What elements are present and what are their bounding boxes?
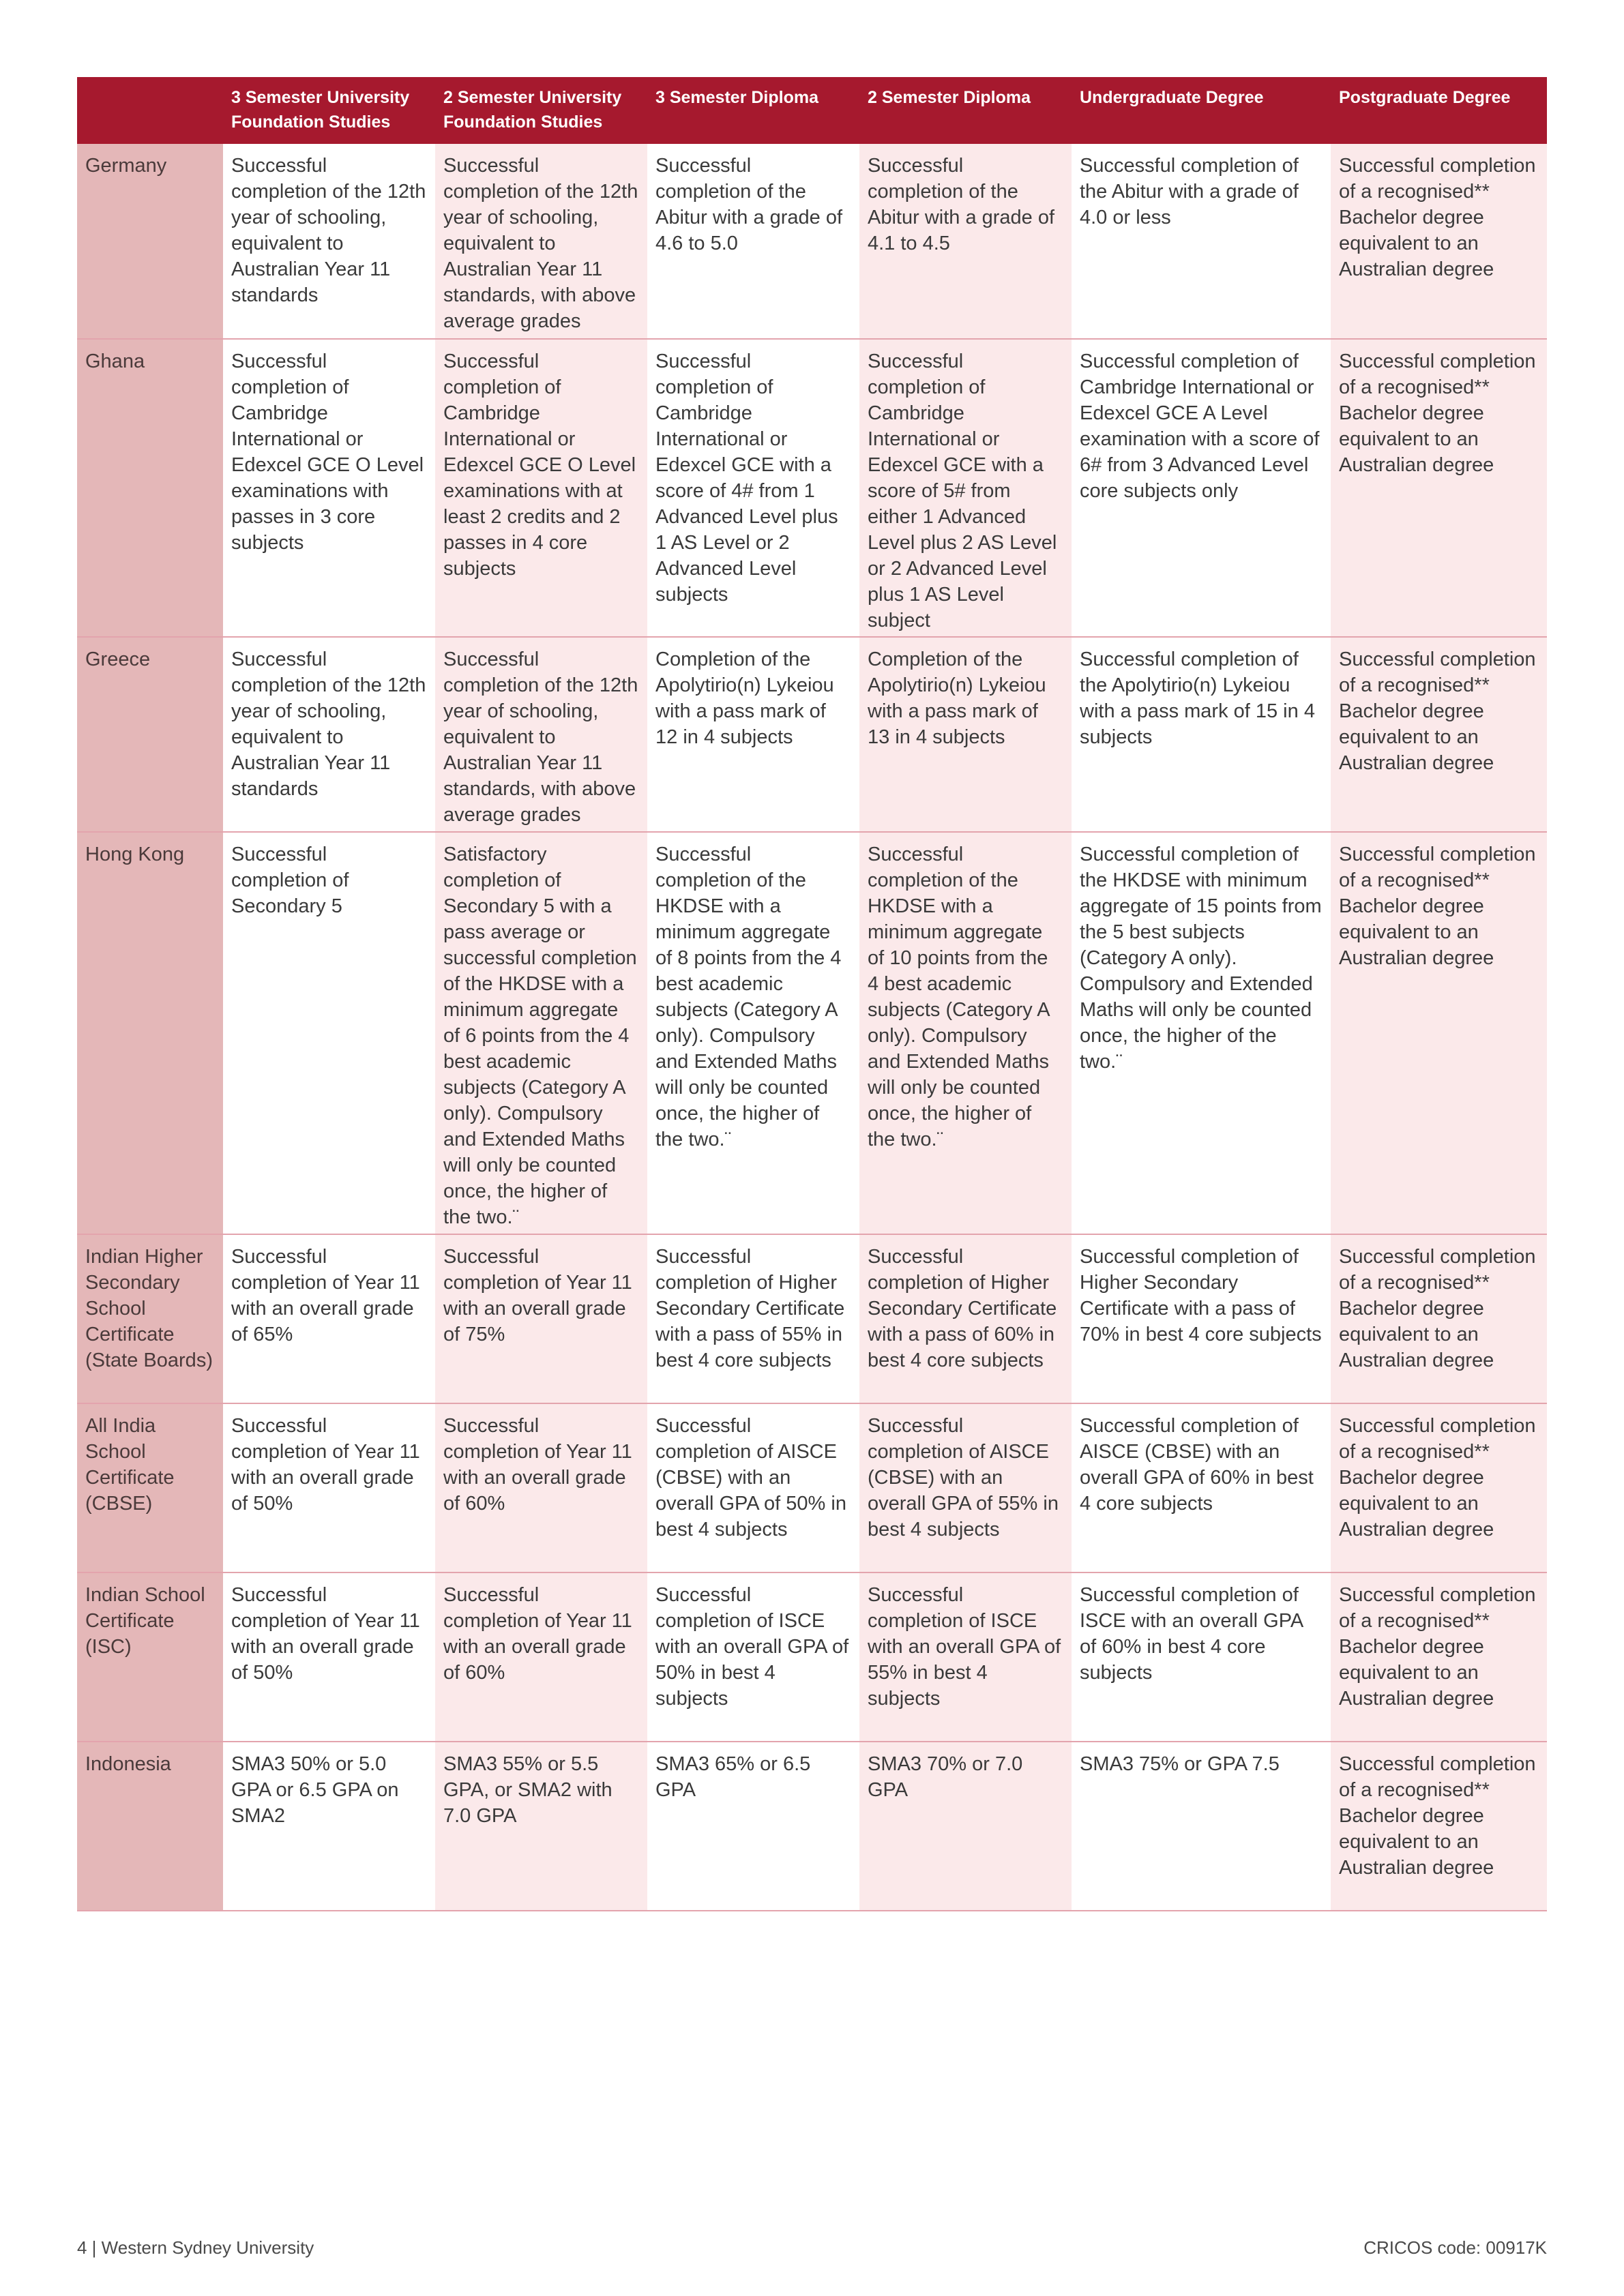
requirement-cell: Successful completion of Year 11 with an overall grade of 50% bbox=[223, 1403, 435, 1572]
header-undergraduate-degree: Undergraduate Degree bbox=[1072, 77, 1331, 144]
table-row bbox=[77, 1572, 1547, 1742]
footer-page-info: 4 | Western Sydney University bbox=[77, 2237, 314, 2258]
requirement-cell: Successful completion of AISCE (CBSE) with an overall GPA of 50% in best 4 subjects bbox=[647, 1403, 859, 1572]
requirement-cell: SMA3 65% or 6.5 GPA bbox=[647, 1742, 859, 1911]
country-cell: All India School Certificate (CBSE) bbox=[77, 1403, 223, 1572]
table-row bbox=[77, 1742, 1547, 1911]
table-header-row bbox=[77, 77, 1547, 144]
requirement-cell: Successful completion of Cambridge International or Edexcel GCE with a score of 5# from either 1 Advanced Level plus 2 AS Level or 2 Advanced Level plus 1 AS Level subject bbox=[859, 339, 1072, 637]
requirement-cell: Successful completion of the Abitur with a grade of 4.6 to 5.0 bbox=[647, 144, 859, 339]
requirement-cell: SMA3 70% or 7.0 GPA bbox=[859, 1742, 1072, 1911]
requirement-cell: Successful completion of Cambridge International or Edexcel GCE A Level examination with a score of 6# from 3 Advanced Level core subjects only bbox=[1072, 339, 1331, 637]
footer-cricos-code: CRICOS code: 00917K bbox=[1363, 2237, 1547, 2258]
requirement-cell: Successful completion of a recognised** Bachelor degree equivalent to an Australian degree bbox=[1331, 637, 1547, 832]
table-row bbox=[77, 637, 1547, 832]
country-cell: Ghana bbox=[77, 339, 223, 637]
requirement-cell: Successful completion of the HKDSE with minimum aggregate of 15 points from the 5 best subjects (Category A only). Compulsory and Extended Maths will only be counted once, the higher of the two.¨ bbox=[1072, 832, 1331, 1234]
requirement-cell: Successful completion of the Apolytirio(n) Lykeiou with a pass mark of 15 in 4 subjects bbox=[1072, 637, 1331, 832]
requirement-cell: Successful completion of the Abitur with a grade of 4.1 to 4.5 bbox=[859, 144, 1072, 339]
requirement-cell: Successful completion of Higher Secondary Certificate with a pass of 60% in best 4 core subjects bbox=[859, 1234, 1072, 1403]
requirement-cell: Successful completion of the 12th year of schooling, equivalent to Australian Year 11 standards, with above average grades bbox=[435, 637, 647, 832]
table-row bbox=[77, 1234, 1547, 1403]
requirement-cell: Successful completion of AISCE (CBSE) with an overall GPA of 60% in best 4 core subjects bbox=[1072, 1403, 1331, 1572]
header-3-semester-diploma: 3 Semester Diploma bbox=[647, 77, 859, 144]
requirement-cell: Successful completion of Secondary 5 bbox=[223, 832, 435, 1234]
table-row bbox=[77, 339, 1547, 637]
requirement-cell: Successful completion of the 12th year of schooling, equivalent to Australian Year 11 standards bbox=[223, 144, 435, 339]
country-cell: Indian Higher Secondary School Certificate (State Boards) bbox=[77, 1234, 223, 1403]
country-cell: Hong Kong bbox=[77, 832, 223, 1234]
table-row bbox=[77, 1403, 1547, 1572]
requirement-cell: Successful completion of Year 11 with an overall grade of 60% bbox=[435, 1403, 647, 1572]
entry-requirements-table bbox=[77, 77, 1547, 1911]
requirement-cell: Completion of the Apolytirio(n) Lykeiou with a pass mark of 13 in 4 subjects bbox=[859, 637, 1072, 832]
requirement-cell: Successful completion of the HKDSE with a minimum aggregate of 10 points from the 4 best academic subjects (Category A only). Compulsory and Extended Maths will only be counted once, the higher of the two.¨ bbox=[859, 832, 1072, 1234]
requirement-cell: Successful completion of the HKDSE with a minimum aggregate of 8 points from the 4 best academic subjects (Category A only). Compulsory and Extended Maths will only be counted once, the higher of the two.¨ bbox=[647, 832, 859, 1234]
requirement-cell: Successful completion of Higher Secondary Certificate with a pass of 55% in best 4 core subjects bbox=[647, 1234, 859, 1403]
country-cell: Germany bbox=[77, 144, 223, 339]
requirement-cell: Successful completion of Higher Secondary Certificate with a pass of 70% in best 4 core subjects bbox=[1072, 1234, 1331, 1403]
requirement-cell: Successful completion of Year 11 with an overall grade of 60% bbox=[435, 1572, 647, 1742]
requirement-cell: Successful completion of Year 11 with an overall grade of 65% bbox=[223, 1234, 435, 1403]
requirement-cell: Successful completion of a recognised** Bachelor degree equivalent to an Australian degree bbox=[1331, 832, 1547, 1234]
requirement-cell: Successful completion of a recognised** Bachelor degree equivalent to an Australian degree bbox=[1331, 1403, 1547, 1572]
requirement-cell: Successful completion of ISCE with an overall GPA of 55% in best 4 subjects bbox=[859, 1572, 1072, 1742]
table-row bbox=[77, 832, 1547, 1234]
requirement-cell: Successful completion of ISCE with an overall GPA of 50% in best 4 subjects bbox=[647, 1572, 859, 1742]
requirement-cell: Successful completion of a recognised** Bachelor degree equivalent to an Australian degree bbox=[1331, 1742, 1547, 1911]
requirement-cell: Successful completion of Cambridge International or Edexcel GCE O Level examinations with at least 2 credits and 2 passes in 4 core subjects bbox=[435, 339, 647, 637]
requirement-cell: Successful completion of the 12th year of schooling, equivalent to Australian Year 11 standards, with above average grades bbox=[435, 144, 647, 339]
table-body bbox=[77, 144, 1547, 1911]
table-row bbox=[77, 144, 1547, 339]
requirement-cell: SMA3 75% or GPA 7.5 bbox=[1072, 1742, 1331, 1911]
requirement-cell: Successful completion of ISCE with an overall GPA of 60% in best 4 core subjects bbox=[1072, 1572, 1331, 1742]
country-cell: Greece bbox=[77, 637, 223, 832]
requirement-cell: Successful completion of a recognised** Bachelor degree equivalent to an Australian degree bbox=[1331, 1234, 1547, 1403]
requirement-cell: Successful completion of Year 11 with an overall grade of 50% bbox=[223, 1572, 435, 1742]
header-2-semester-foundation: 2 Semester University Foundation Studies bbox=[435, 77, 647, 144]
requirement-cell: SMA3 50% or 5.0 GPA or 6.5 GPA on SMA2 bbox=[223, 1742, 435, 1911]
requirement-cell: Successful completion of a recognised** Bachelor degree equivalent to an Australian degree bbox=[1331, 339, 1547, 637]
requirement-cell: Satisfactory completion of Secondary 5 with a pass average or successful completion of the HKDSE with a minimum aggregate of 6 points from the 4 best academic subjects (Category A only). Compulsory and Extended Maths will only be counted once, the higher of the two.¨ bbox=[435, 832, 647, 1234]
country-cell: Indian School Certificate (ISC) bbox=[77, 1572, 223, 1742]
requirement-cell: Successful completion of Year 11 with an overall grade of 75% bbox=[435, 1234, 647, 1403]
requirement-cell: Successful completion of Cambridge International or Edexcel GCE O Level examinations with passes in 3 core subjects bbox=[223, 339, 435, 637]
requirement-cell: SMA3 55% or 5.5 GPA, or SMA2 with 7.0 GPA bbox=[435, 1742, 647, 1911]
requirement-cell: Successful completion of a recognised** Bachelor degree equivalent to an Australian degree bbox=[1331, 144, 1547, 339]
country-cell: Indonesia bbox=[77, 1742, 223, 1911]
requirement-cell: Successful completion of the Abitur with a grade of 4.0 or less bbox=[1072, 144, 1331, 339]
header-postgraduate-degree: Postgraduate Degree bbox=[1331, 77, 1547, 144]
header-2-semester-diploma: 2 Semester Diploma bbox=[859, 77, 1072, 144]
requirement-cell: Successful completion of the 12th year of schooling, equivalent to Australian Year 11 standards bbox=[223, 637, 435, 832]
requirement-cell: Successful completion of a recognised** Bachelor degree equivalent to an Australian degree bbox=[1331, 1572, 1547, 1742]
header-3-semester-foundation: 3 Semester University Foundation Studies bbox=[223, 77, 435, 144]
requirement-cell: Successful completion of Cambridge International or Edexcel GCE with a score of 4# from 1 Advanced Level plus 1 AS Level or 2 Advanced Level subjects bbox=[647, 339, 859, 637]
requirement-cell: Completion of the Apolytirio(n) Lykeiou with a pass mark of 12 in 4 subjects bbox=[647, 637, 859, 832]
requirement-cell: Successful completion of AISCE (CBSE) with an overall GPA of 55% in best 4 subjects bbox=[859, 1403, 1072, 1572]
header-cell-corner bbox=[77, 77, 223, 144]
